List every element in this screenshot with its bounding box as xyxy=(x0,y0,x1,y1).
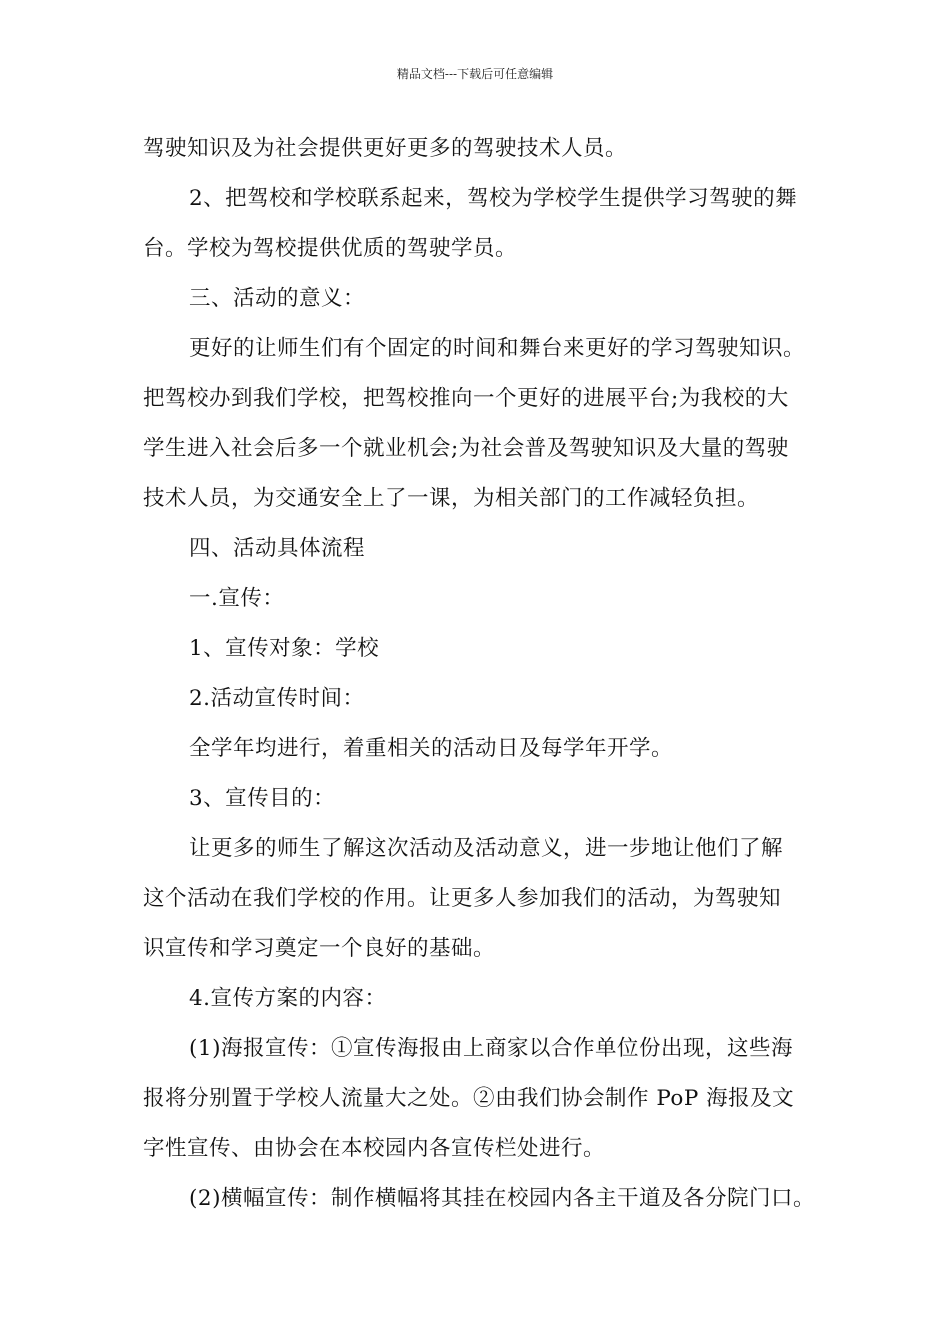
paragraph-line: 4.宣传方案的内容： xyxy=(189,986,387,1011)
paragraph-line: 台。学校为驾校提供优质的驾驶学员。 xyxy=(143,236,518,261)
paragraph-line: 报将分别置于学校人流量大之处。②由我们协会制作 PoP 海报及文 xyxy=(143,1086,795,1111)
paragraph-line: (1)海报宣传：①宣传海报由上商家以合作单位份出现，这些海 xyxy=(189,1036,793,1061)
section-heading: 四、活动具体流程 xyxy=(189,536,366,561)
paragraph-line: 技术人员，为交通安全上了一课，为相关部门的工作减轻负担。 xyxy=(143,486,760,511)
paragraph-line: 驾驶知识及为社会提供更好更多的驾驶技术人员。 xyxy=(143,136,628,161)
paragraph-line: 这个活动在我们学校的作用。让更多人参加我们的活动，为驾驶知 xyxy=(143,886,782,911)
paragraph-line: 把驾校办到我们学校，把驾校推向一个更好的进展平台;为我校的大 xyxy=(143,386,789,411)
page-header: 精品文档---下载后可任意编辑 xyxy=(396,67,554,81)
paragraph-line: 更好的让师生们有个固定的时间和舞台来更好的学习驾驶知识。 xyxy=(189,336,806,361)
paragraph-line: 1、宣传对象：学校 xyxy=(189,636,380,661)
paragraph-line: 学生进入社会后多一个就业机会;为社会普及驾驶知识及大量的驾驶 xyxy=(143,436,789,461)
paragraph-line: 字性宣传、由协会在本校园内各宣传栏处进行。 xyxy=(143,1136,606,1161)
paragraph-line: 让更多的师生了解这次活动及活动意义，进一步地让他们了解 xyxy=(189,836,784,861)
paragraph-line: 识宣传和学习奠定一个良好的基础。 xyxy=(143,936,496,961)
paragraph-line: 3、宣传目的： xyxy=(189,786,336,811)
subsection-heading: 一.宣传： xyxy=(189,586,285,611)
section-heading: 三、活动的意义： xyxy=(189,286,366,311)
document-body xyxy=(143,124,823,1224)
paragraph-line: 全学年均进行，着重相关的活动日及每学年开学。 xyxy=(189,736,674,761)
paragraph-line: 2、把驾校和学校联系起来，驾校为学校学生提供学习驾驶的舞 xyxy=(189,186,798,211)
paragraph-line: (2)横幅宣传：制作横幅将其挂在校园内各主干道及各分院门口。 xyxy=(189,1186,815,1211)
paragraph-line: 2.活动宣传时间： xyxy=(189,686,365,711)
